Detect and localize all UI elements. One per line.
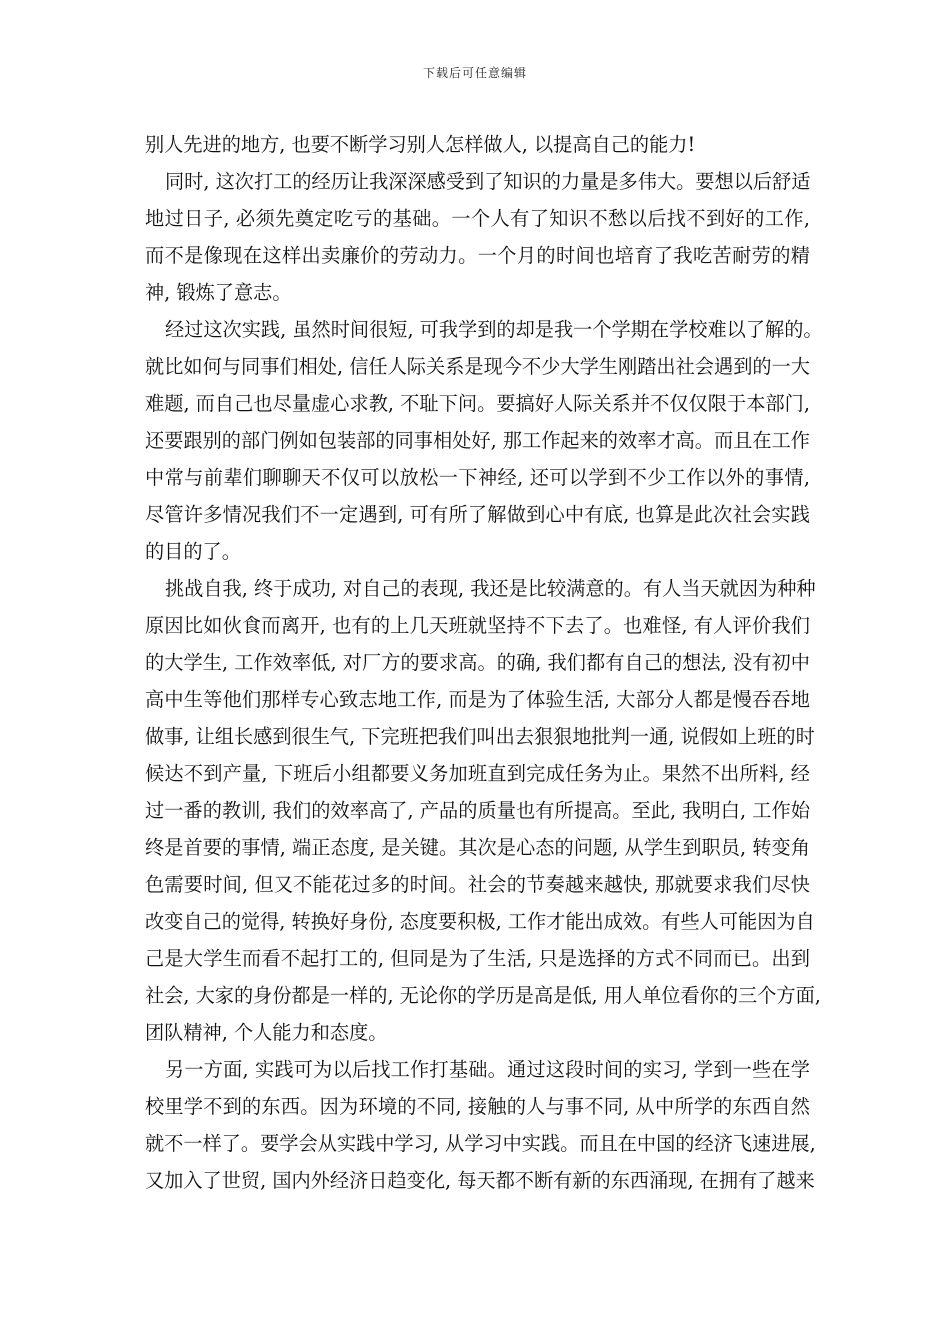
text-line: 改变自己的觉得, 转换好身份, 态度要积极, 工作才能出成效。有些人可能因为自 <box>145 910 815 933</box>
text-line: 做事, 让组长感到很生气, 下完班把我们叫出去狠狠地批判一通, 说假如上班的时 <box>145 725 815 748</box>
text-line: 色需要时间, 但又不能花过多的时间。社会的节奏越来越快, 那就要求我们尽快 <box>145 873 810 896</box>
text-line: 同时, 这次打工的经历让我深深感受到了知识的力量是多伟大。要想以后舒适 <box>165 170 811 193</box>
text-line: 神, 锻炼了意志。 <box>145 281 292 304</box>
text-line: 就比如何与同事们相处, 信任人际关系是现今不少大学生刚踏出社会遇到的一大 <box>145 355 810 378</box>
text-line: 又加入了世贸, 国内外经济日趋变化, 每天都不断有新的东西涌现, 在拥有了越来 <box>145 1169 815 1192</box>
text-line: 另一方面, 实践可为以后找工作打基础。通过这段时间的实习, 学到一些在学 <box>165 1058 810 1081</box>
text-line: 经过这次实践, 虽然时间很短, 可我学到的却是我一个学期在学校难以了解的。 <box>165 318 823 341</box>
text-line: 团队精神, 个人能力和态度。 <box>145 1021 388 1044</box>
text-line: 还要跟别的部门例如包装部的同事相处好, 那工作起来的效率才高。而且在工作 <box>145 429 810 452</box>
text-line: 尽管许多情况我们不一定遇到, 可有所了解做到心中有底, 也算是此次社会实践 <box>145 503 810 526</box>
text-line: 别人先进的地方, 也要不断学习别人怎样做人, 以提高自己的能力! <box>145 133 696 156</box>
text-line: 社会, 大家的身份都是一样的, 无论你的学历是高是低, 用人单位看你的三个方面, <box>145 984 821 1007</box>
text-line: 难题, 而自己也尽量虚心求教, 不耻下问。要搞好人际关系并不仅仅限于本部门, <box>145 392 810 415</box>
text-line: 地过日子, 必须先奠定吃亏的基础。一个人有了知识不愁以后找不到好的工作, <box>145 207 810 230</box>
text-line: 就不一样了。要学会从实践中学习, 从学习中实践。而且在中国的经济飞速进展, <box>145 1132 816 1155</box>
text-line: 校里学不到的东西。因为环境的不同, 接触的人与事不同, 从中所学的东西自然 <box>145 1095 810 1118</box>
text-line: 的目的了。 <box>145 540 241 563</box>
text-line: 原因比如伙食而离开, 也有的上几天班就坚持不下去了。也难怪, 有人评价我们 <box>145 614 810 637</box>
text-line: 而不是像现在这样出卖廉价的劳动力。一个月的时间也培育了我吃苦耐劳的精 <box>145 244 810 267</box>
text-line: 的大学生, 工作效率低, 对厂方的要求高。的确, 我们都有自己的想法, 没有初中 <box>145 651 810 674</box>
text-line: 挑战自我, 终于成功, 对自己的表现, 我还是比较满意的。有人当天就因为种种 <box>165 577 816 600</box>
text-line: 候达不到产量, 下班后小组都要义务加班直到完成任务为止。果然不出所料, 经 <box>145 762 810 785</box>
document-body <box>145 126 823 1199</box>
text-line: 终是首要的事情, 端正态度, 是关键。其次是心态的问题, 从学生到职员, 转变角 <box>145 836 810 859</box>
text-line: 高中生等他们那样专心致志地工作, 而是为了体验生活, 大部分人都是慢吞吞地 <box>145 688 810 711</box>
text-line: 己是大学生而看不起打工的, 但同是为了生活, 只是选择的方式不同而已。出到 <box>145 947 810 970</box>
text-line: 过一番的教训, 我们的效率高了, 产品的质量也有所提高。至此, 我明白, 工作始 <box>145 799 810 822</box>
page-header: 下载后可任意编辑 <box>422 66 527 80</box>
text-line: 中常与前辈们聊聊天不仅可以放松一下神经, 还可以学到不少工作以外的事情, <box>145 466 810 489</box>
